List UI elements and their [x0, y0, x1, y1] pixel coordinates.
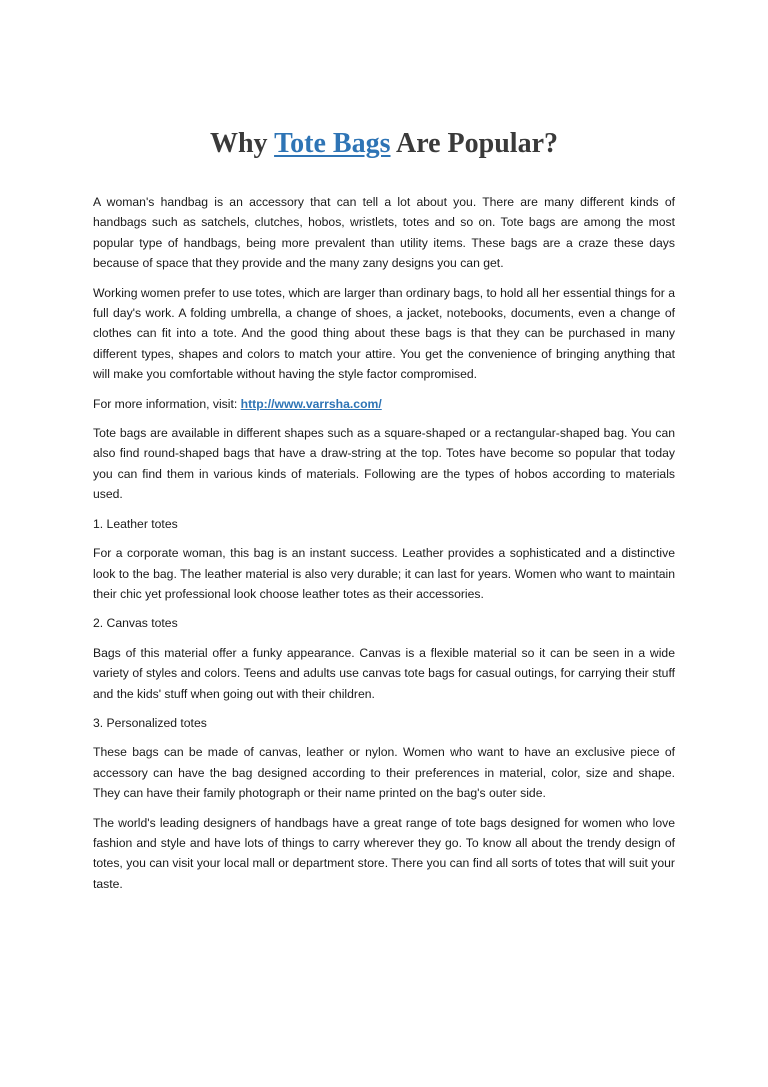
paragraph-working-women: Working women prefer to use totes, which are larger than ordinary bags, to hold all her essential things for a full day's work. A folding umbrella, a change of shoes, a jacket, notebooks, documents, even a change of clothes can fit into a tote. And the good thing about these bags is that they can be purchased in many different types, shapes and colors to match your attire. You get the convenience of bringing anything that will make you comfortable without having the style factor compromised.: [93, 285, 675, 382]
heading-leather-totes: 1. Leather totes: [93, 516, 178, 531]
page-title: [0, 124, 768, 164]
paragraph-personalized: These bags can be made of canvas, leather or nylon. Women who want to have an exclusive piece of accessory can have the bag designed according to their preferences in material, color, size and shape. They can have their family photograph or their name printed on the bag's outer side.: [93, 745, 675, 801]
more-info-label: For more information, visit:: [93, 396, 238, 411]
paragraph-more-info: [93, 394, 675, 414]
document-body: [93, 192, 675, 903]
paragraph-shapes: Tote bags are available in different shapes such as a square-shaped or a rectangular-shaped bag. You can also find round-shaped bags that have a draw-string at the top. Totes have become so popular that today you can find them in various kinds of materials. Following are the types of hobos according to materials used.: [93, 426, 675, 502]
title-tote-bags-link[interactable]: Tote Bags: [274, 128, 391, 159]
title-suffix: Are Popular?: [395, 128, 558, 159]
paragraph-canvas: Bags of this material offer a funky appearance. Canvas is a flexible material so it can be seen in a wide variety of styles and colors. Teens and adults use canvas tote bags for casual outings, for carrying their stuff and the kids' stuff when going out with their children.: [93, 645, 675, 701]
paragraph-intro: A woman's handbag is an accessory that can tell a lot about you. There are many different kinds of handbags such as satchels, clutches, hobos, wristlets, totes and so on. Tote bags are among the most popular type of handbags, being more prevalent than utility items. These bags are a craze these days because of space that they provide and the many zany designs you can get.: [93, 195, 675, 271]
title-prefix: Why: [209, 128, 268, 159]
heading-personalized-totes: 3. Personalized totes: [93, 715, 207, 730]
heading-canvas-totes: 2. Canvas totes: [93, 616, 178, 631]
paragraph-leather: For a corporate woman, this bag is an instant success. Leather provides a sophisticated and a distinctive look to the bag. The leather material is also very durable; it can last for years. Women who want to maintain their chic yet professional look choose leather totes as their accessories.: [93, 546, 675, 601]
varrsha-website-link[interactable]: http://www.varrsha.com/: [240, 396, 382, 411]
paragraph-designers: The world's leading designers of handbags have a great range of tote bags designed for women who love fashion and style and have lots of things to carry wherever they go. To know all about the trendy design of totes, you can visit your local mall or department store. There you can find all sorts of totes that will suit your taste.: [93, 815, 675, 891]
